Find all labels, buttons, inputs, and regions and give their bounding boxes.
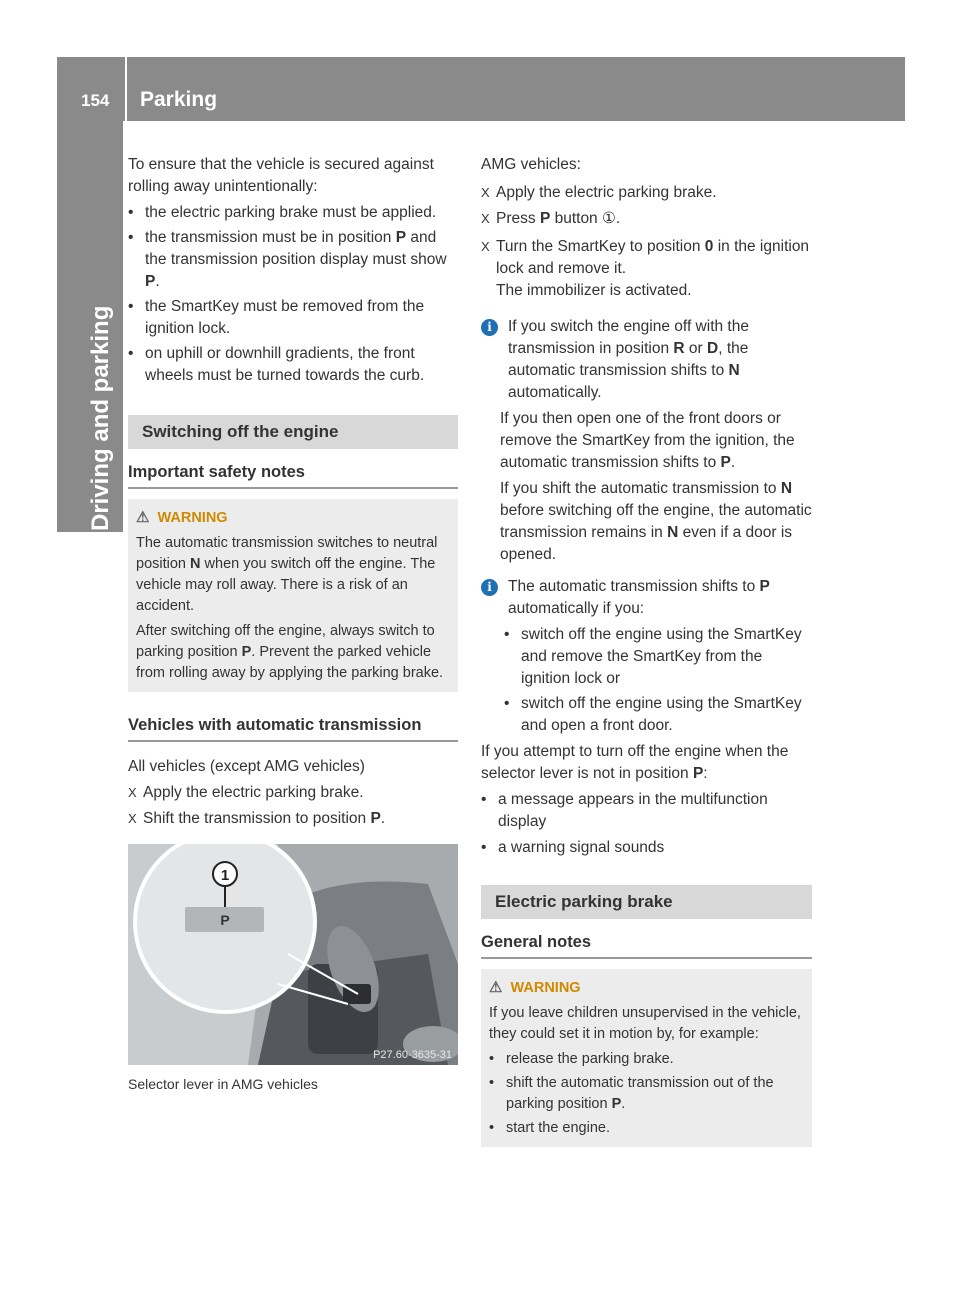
warning-title: WARNING: [510, 980, 581, 996]
list-item: • switch off the engine using the SmartKey and remove the SmartKey from the ignition lock or: [504, 626, 802, 687]
warning-icon: ⚠: [136, 509, 150, 526]
section-title: Switching off the engine: [128, 415, 458, 449]
page-number: 154: [81, 91, 110, 110]
step-item: X Shift the transmission to position P.: [128, 808, 458, 830]
side-tab-label: Driving and parking: [87, 305, 114, 531]
header-divider: [125, 57, 127, 121]
warning-box: [128, 499, 458, 692]
list-item: • the electric parking brake must be applied.: [128, 204, 437, 221]
warning-box: [481, 969, 812, 1147]
info-note: i The automatic transmission shifts to P automatically if you: • switch off the engine using the SmartKey and remove the SmartKey from the ignition lock or • switch off the engine using the SmartKey and open a front door.: [481, 576, 812, 737]
paragraph: If you attempt to turn off the engine when the selector lever is not in position P:: [481, 743, 789, 782]
info-note: i If you switch the engine off with the transmission in position R or D, the automatic transmission shifts to N automatically. If you then open one of the front doors or remove the SmartKey from the ignition, the automatic transmission shifts to P. If you shift the automatic transmission to N before switching off the engine, the automatic transmission remains in N even if a door is opened.: [481, 316, 812, 566]
step-arrow-icon: X: [128, 785, 137, 800]
list-item: • start the engine.: [489, 1120, 610, 1136]
selector-lever-image: [128, 844, 458, 1065]
side-tab: [57, 121, 123, 532]
step-arrow-icon: X: [128, 811, 137, 826]
intro-text: To ensure that the vehicle is secured against rolling away unintentionally:: [128, 156, 434, 195]
step-arrow-icon: X: [481, 239, 490, 254]
figure-callout: 1: [220, 867, 230, 884]
warning-text: After switching off the engine, always switch to parking position P. Prevent the parked vehicle from rolling away by applying the parking brake.: [136, 623, 444, 681]
step-arrow-icon: X: [481, 211, 490, 226]
list-item: • switch off the engine using the SmartKey and open a front door.: [504, 695, 802, 734]
list-item: • a message appears in the multifunction display: [481, 791, 768, 830]
warning-title: WARNING: [157, 510, 228, 526]
paragraph: AMG vehicles:: [481, 156, 581, 173]
step-item: X Apply the electric parking brake.: [128, 782, 458, 804]
figure-key-label: P: [220, 912, 230, 928]
subheading: Important safety notes: [128, 461, 458, 489]
info-icon: i: [481, 319, 498, 336]
list-item: • a warning signal sounds: [481, 839, 665, 856]
section-title: Electric parking brake: [481, 885, 812, 919]
info-icon: i: [481, 579, 498, 596]
page-header: [57, 57, 905, 121]
paragraph: All vehicles (except AMG vehicles): [128, 758, 365, 775]
subheading: Vehicles with automatic transmission: [128, 714, 458, 742]
step-item: X Press P button ①.: [481, 208, 812, 230]
list-item: • the SmartKey must be removed from the ignition lock.: [128, 298, 425, 337]
step-item: X Turn the SmartKey to position 0 in the ignition lock and remove it.: [481, 238, 810, 277]
page-title: Parking: [140, 88, 218, 111]
right-column: [481, 154, 812, 1147]
paragraph: The immobilizer is activated.: [496, 282, 692, 299]
warning-text: The automatic transmission switches to neutral position N when you switch off the engine. The vehicle may roll away. There is a risk of an accident.: [136, 535, 438, 614]
list-item: • on uphill or downhill gradients, the front wheels must be turned towards the curb.: [128, 345, 425, 384]
list-item: • release the parking brake.: [489, 1051, 674, 1067]
left-column: [128, 154, 458, 1095]
step-item: X Apply the electric parking brake.: [481, 182, 812, 204]
warning-text: If you leave children unsupervised in the vehicle, they could set it in motion by, for example:: [489, 1005, 801, 1042]
figure-caption: Selector lever in AMG vehicles: [128, 1076, 318, 1092]
figure-code: P27.60-3635-31: [373, 1049, 452, 1061]
list-item: • the transmission must be in position P and the transmission position display must show P.: [128, 229, 447, 290]
list-item: • shift the automatic transmission out of the parking position P.: [489, 1075, 774, 1112]
step-arrow-icon: X: [481, 185, 490, 200]
warning-icon: ⚠: [489, 979, 503, 996]
subheading: General notes: [481, 931, 812, 959]
